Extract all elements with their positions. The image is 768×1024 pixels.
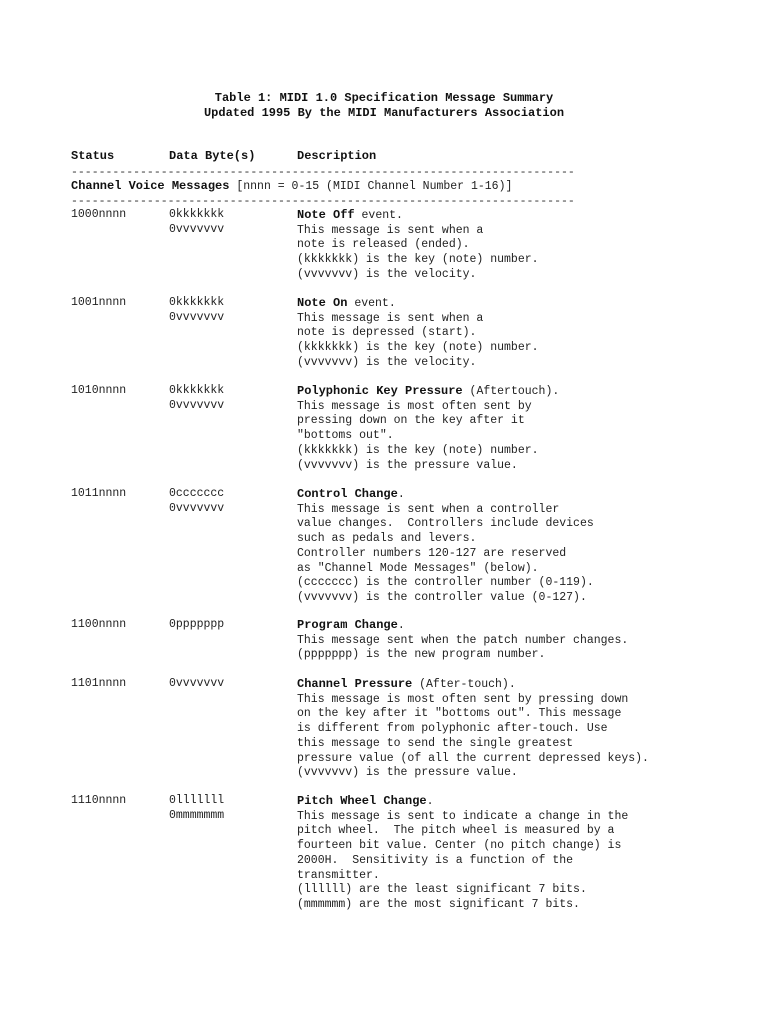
message-title-suffix: (Aftertouch). [462, 385, 560, 398]
data-byte-value: 0vvvvvvv [169, 310, 225, 324]
description-line: This message is sent to indicate a change in the [297, 809, 629, 823]
description-line: This message is sent when a [297, 311, 484, 325]
description-line: note is released (ended). [297, 238, 470, 252]
message-title-line [297, 208, 539, 224]
description-line: transmitter. [297, 868, 380, 882]
section-heading [71, 179, 512, 193]
status-byte-value: 1110nnnn [71, 794, 127, 807]
description-line: (kkkkkkk) is the key (note) number. [297, 253, 539, 267]
status-byte-value: 1010nnnn [71, 384, 127, 397]
data-bytes [169, 618, 224, 633]
message-title: Channel Pressure [297, 677, 413, 691]
description-line: (kkkkkkk) is the key (note) number. [297, 341, 539, 355]
message-title-line [297, 296, 539, 312]
status-byte-value: 1100nnnn [71, 618, 127, 631]
data-bytes [169, 487, 224, 516]
status-byte [71, 296, 126, 311]
message-title-suffix: . [426, 795, 434, 808]
status-byte [71, 618, 126, 633]
description-line: this message to send the single greatest [297, 736, 574, 750]
description-line: is different from polyphonic after-touch. Use [297, 722, 608, 736]
description-line: (vvvvvvv) is the velocity. [297, 355, 477, 369]
description-line: (vvvvvvv) is the controller value (0-127). [297, 590, 587, 604]
title-line-2: Updated 1995 By the MIDI Manufacturers Association [203, 106, 565, 120]
description-line: "bottoms out". [297, 429, 394, 443]
description-line: such as pedals and levers. [297, 532, 477, 546]
message-description [297, 618, 628, 663]
table-title [0, 91, 768, 121]
message-title-suffix: (After-touch). [412, 678, 516, 691]
title-line-1: Table 1: MIDI 1.0 Specification Message Summary [214, 91, 554, 105]
data-bytes [169, 296, 224, 325]
description-line: (kkkkkkk) is the key (note) number. [297, 443, 539, 457]
message-title-suffix: event. [354, 209, 403, 222]
column-header-status: Status [71, 149, 115, 163]
description-line: (mmmmmm) are the most significant 7 bits. [297, 897, 580, 911]
description-line: (vvvvvvv) is the pressure value. [297, 458, 518, 472]
data-bytes [169, 384, 224, 413]
description-line: pressing down on the key after it [297, 414, 525, 428]
message-description [297, 384, 559, 473]
data-byte-value: 0kkkkkkk [169, 208, 225, 221]
data-byte-value: 0kkkkkkk [169, 296, 225, 309]
section-note: [nnnn = 0-15 (MIDI Channel Number 1-16)] [229, 180, 513, 193]
description-line: on the key after it "bottoms out". This message [297, 707, 622, 721]
message-title-line [297, 487, 594, 503]
message-title-line [297, 677, 649, 693]
status-byte-value: 1000nnnn [71, 208, 127, 221]
data-byte-value: 0vvvvvvv [169, 501, 225, 515]
message-title-suffix: . [397, 488, 405, 501]
status-byte [71, 384, 126, 399]
description-line: (vvvvvvv) is the pressure value. [297, 766, 518, 780]
data-byte-value: 0ppppppp [169, 618, 225, 631]
data-byte-value: 0lllllll [169, 794, 225, 807]
description-line: This message is most often sent by [297, 399, 532, 413]
description-line: This message sent when the patch number changes. [297, 633, 629, 647]
message-title-line [297, 384, 559, 400]
message-title: Polyphonic Key Pressure [297, 384, 463, 398]
description-line: pitch wheel. The pitch wheel is measured by a [297, 824, 615, 838]
data-byte-value: 0vvvvvvv [169, 222, 225, 236]
description-line: This message is sent when a controller [297, 502, 560, 516]
message-description [297, 296, 539, 371]
data-bytes [169, 794, 224, 823]
section-label: Channel Voice Messages [71, 179, 230, 193]
message-title: Pitch Wheel Change [297, 794, 427, 808]
message-title: Control Change [297, 487, 398, 501]
status-byte-value: 1001nnnn [71, 296, 127, 309]
description-line: (llllll) are the least significant 7 bits. [297, 883, 587, 897]
data-bytes [169, 677, 224, 692]
column-header-data-bytes: Data Byte(s) [169, 149, 256, 163]
message-description [297, 794, 628, 913]
description-line: 2000H. Sensitivity is a function of the [297, 853, 574, 867]
description-line: This message is most often sent by pressing down [297, 692, 629, 706]
message-title-suffix: . [397, 619, 405, 632]
status-byte [71, 794, 126, 809]
description-line: (ccccccc) is the controller number (0-119). [297, 576, 594, 590]
data-byte-value: 0mmmmmmm [169, 808, 225, 822]
data-byte-value: 0ccccccc [169, 487, 225, 500]
message-description [297, 677, 649, 781]
data-byte-value: 0vvvvvvv [169, 398, 225, 412]
description-line: (vvvvvvv) is the velocity. [297, 267, 477, 281]
status-byte [71, 677, 126, 692]
message-title: Program Change [297, 618, 398, 632]
column-header-description: Description [297, 149, 377, 163]
message-title-line [297, 618, 628, 634]
divider-rule-top: ------------------------------------------------------------------------- [71, 166, 575, 179]
description-line: as "Channel Mode Messages" (below). [297, 561, 539, 575]
message-description [297, 487, 594, 606]
description-line: pressure value (of all the current depressed keys). [297, 751, 649, 765]
status-byte-value: 1011nnnn [71, 487, 127, 500]
description-line: Controller numbers 120-127 are reserved [297, 546, 567, 560]
description-line: note is depressed (start). [297, 326, 477, 340]
data-byte-value: 0kkkkkkk [169, 384, 225, 397]
description-line: value changes. Controllers include devices [297, 517, 594, 531]
status-byte-value: 1101nnnn [71, 677, 127, 690]
status-byte [71, 208, 126, 223]
message-title: Note On [297, 296, 348, 310]
message-title-line [297, 794, 628, 810]
message-title-suffix: event. [347, 297, 396, 310]
data-byte-value: 0vvvvvvv [169, 677, 225, 690]
data-bytes [169, 208, 224, 237]
description-line: fourteen bit value. Center (no pitch change) is [297, 839, 622, 853]
description-line: This message is sent when a [297, 223, 484, 237]
description-line: (ppppppp) is the new program number. [297, 648, 546, 662]
divider-rule-bottom: ------------------------------------------------------------------------- [71, 195, 575, 208]
message-title: Note Off [297, 208, 355, 222]
message-description [297, 208, 539, 283]
status-byte [71, 487, 126, 502]
